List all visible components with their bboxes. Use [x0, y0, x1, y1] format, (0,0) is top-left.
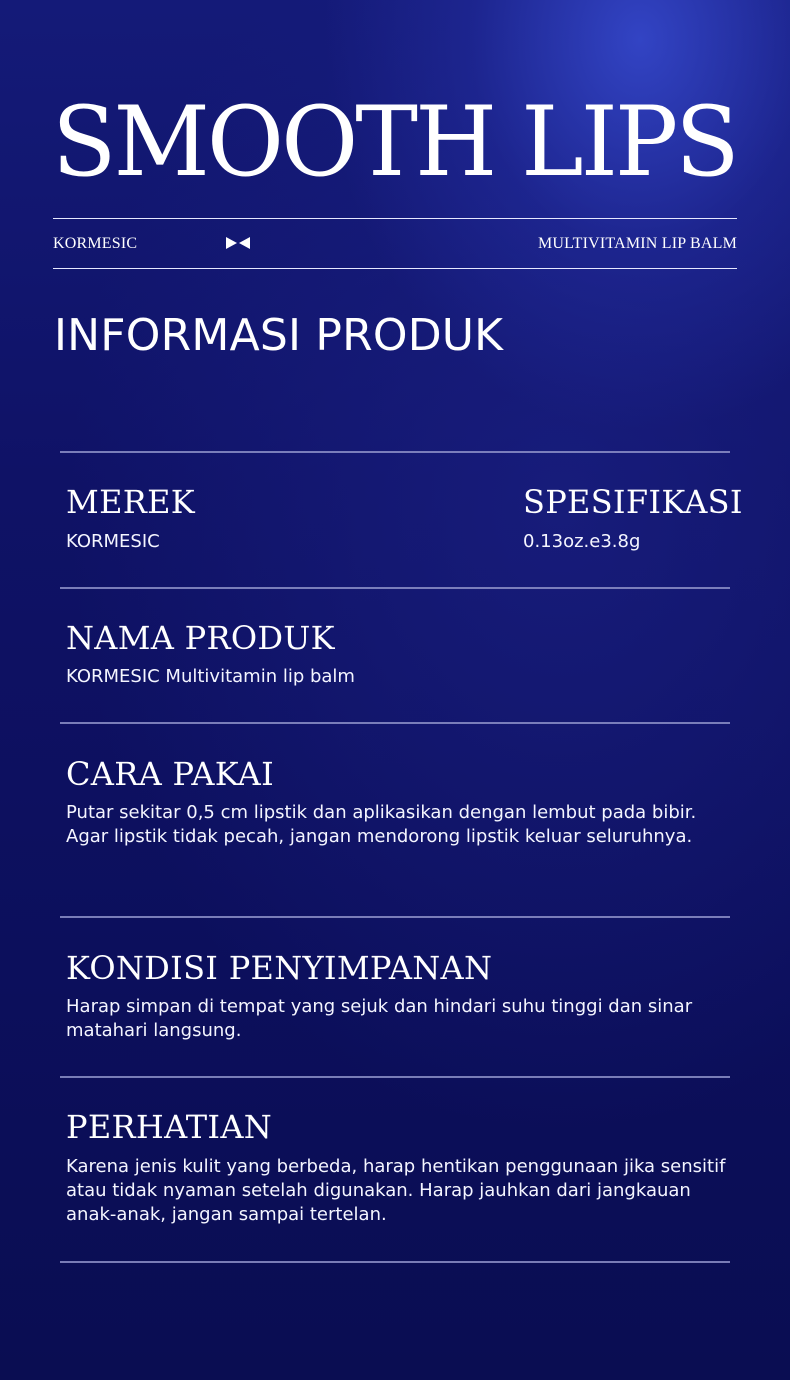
divider — [60, 1261, 730, 1263]
brand-value: KORMESIC — [66, 531, 160, 552]
bow-tie-icon — [225, 236, 251, 250]
usage-value: Putar sekitar 0,5 cm lipstik dan aplikasikan dengan lembut pada bibir. Agar lipstik tidak pecah, jangan mendorong lipstik keluar seluruhnya. — [66, 802, 697, 847]
storage-value: Harap simpan di tempat yang sejuk dan hindari suhu tinggi dan sinar matahari langsung. — [66, 996, 693, 1041]
caution-label: PERHATIAN — [66, 1108, 273, 1146]
spec-value: 0.13oz.e3.8g — [523, 531, 641, 552]
divider — [60, 1076, 730, 1078]
storage-label: KONDISI PENYIMPANAN — [66, 949, 493, 987]
brand-label: MEREK — [66, 483, 195, 521]
divider — [60, 451, 730, 453]
product-name-label: NAMA PRODUK — [66, 619, 335, 657]
spec-label: SPESIFIKASI — [523, 483, 743, 521]
bottom-rule — [53, 268, 737, 269]
usage-label: CARA PAKAI — [66, 755, 275, 793]
brand-tag: KORMESIC — [53, 235, 138, 252]
divider — [60, 587, 730, 589]
divider — [60, 722, 730, 724]
section-heading: INFORMASI PRODUK — [54, 310, 504, 361]
product-type-tag: MULTIVITAMIN LIP BALM — [537, 235, 737, 252]
product-name-value: KORMESIC Multivitamin lip balm — [66, 666, 355, 687]
top-rule — [53, 218, 737, 219]
page-title: SMOOTH LIPS — [52, 86, 737, 198]
caution-value: Karena jenis kulit yang berbeda, harap hentikan penggunaan jika sensitif atau tidak nyaman setelah digunakan. Harap jauhkan dari jangkauan anak-anak, jangan sampai tertelan. — [66, 1156, 726, 1225]
divider — [60, 916, 730, 918]
